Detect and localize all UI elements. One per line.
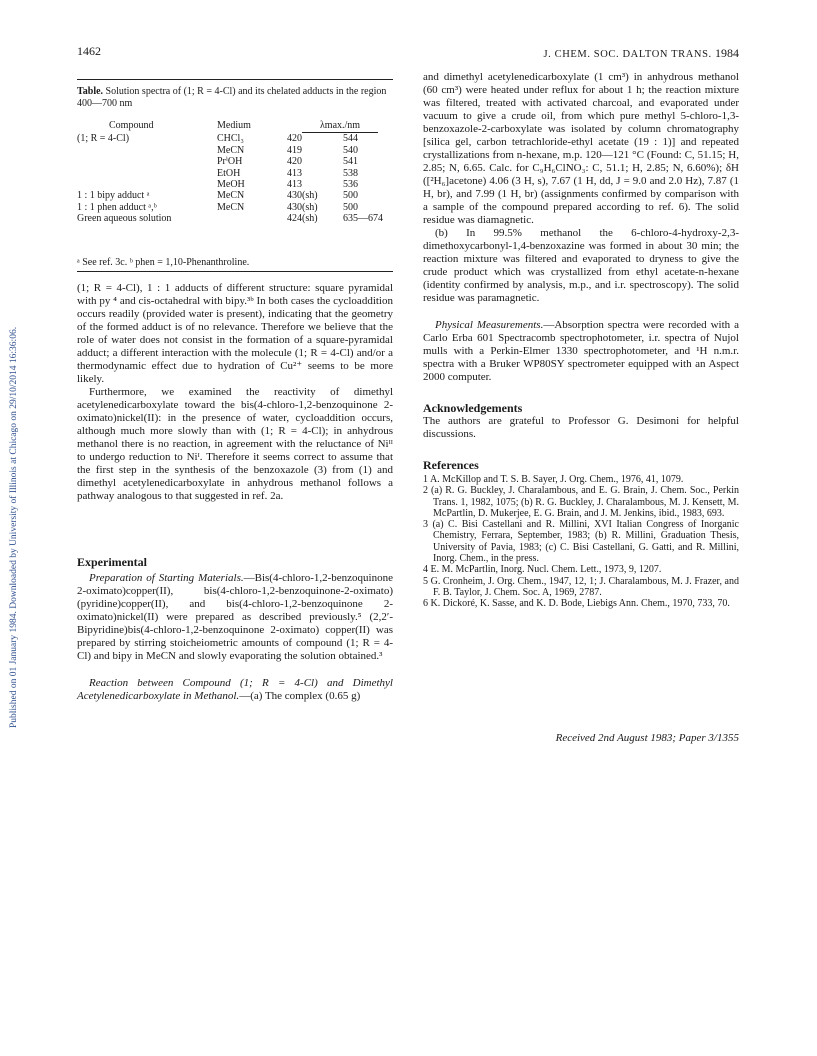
physical-measurements-paragraph [423, 319, 739, 384]
cell-medium [217, 213, 287, 224]
spectra-table [77, 120, 393, 225]
cell-lambda-2: 536 [343, 179, 358, 191]
left-paragraph-2: Furthermore, we examined the reactivity of dimethyl acetylenedicarboxylate toward the bis(4-chloro-1,2-benzoquinone 2-oximato)nickel(II): in the presence of water, cycloaddition occurs, although much more slowly than with (1; R = 4-Cl); in anhydrous methanol there is no reaction, in agreement with the reluctance of Niᴵᴵ to undergo reduction to Niᴵ. Therefore it seems correct to assume that the first step in the synthesis of the benzoxazole (3) from (1) and dimethyl acetylenedicarboxylate in anhydrous methanol follows a pathway analogous to that suggested in ref. 2a. [77, 386, 393, 502]
acknowledgements-heading: Acknowledgements [423, 401, 523, 415]
cell-lambda-2: 544 [343, 133, 358, 145]
cell-medium: MeOH [217, 179, 245, 191]
received-text: Received 2nd August 1983; Paper 3/1355 [555, 732, 739, 744]
reference-item: 1 A. McKillop and T. S. B. Sayer, J. Org. Chem., 1976, 41, 1079. [423, 474, 684, 485]
left-paragraph-1: (1; R = 4-Cl), 1 : 1 adducts of different structure: square pyramidal with py ⁴ and cis-octahedral with bipy.³ᵇ In both cases the cycloaddition occurs readily (provided water is present), indicating that the geometry of the formed adduct is of no relevance. Therefore we believe that the role of water does not consist in the formation of a square-pyramidal adduct; a different interaction with the molecule (1; R = 4-Cl) and/or a thermodynamic effect due to hydration of Cu²⁺ seems to be more likely. [77, 282, 393, 385]
cell-compound [77, 179, 217, 190]
cell-compound [77, 168, 217, 179]
received-line [423, 732, 739, 744]
preparation-title: Preparation of Starting Materials. [89, 572, 244, 584]
journal-name: J. CHEM. SOC. DALTON TRANS. [543, 49, 712, 60]
right-paragraph-1: and dimethyl acetylenedicarboxylate (1 cm³) in anhydrous methanol (60 cm³) were heated under reflux for about 1 h; the reaction mixture was filtered, treated with activated charcoal, and evaporated under vacuum to give a crude oil, from which pure methyl 5-chloro-1,3-benzoxazole-2-carboxylate was isolated by column chromatography [silica gel, carbon tetrachloride-ethyl acetate (19 : 1)] and repeated crystallizations from n-hexane, m.p. 120—121 °C (Found: C, 51.15; H, 2.85; N, 6.65. Calc. for C₉H₆ClNO₃: C, 51.1; H, 2.85; N, 6.60%); δH ([²H₆]acetone) 4.06 (3 H, s), 7.67 (1 H, dd, J = 9.0 and 2.0 Hz), 7.87 (1 H, br), and 7.99 (1 H, br) (assignments confirmed by comparison with a sample of the compound prepared according to ref. 6). The solid residue was diamagnetic. [423, 71, 739, 226]
cell-lambda-1: 419 [287, 144, 302, 156]
download-notice: Published on 01 January 1984. Downloaded by University of Illinois at Chicago on 29/10/2014 16:36:06. [9, 326, 19, 728]
header-medium: Medium [217, 120, 251, 131]
reaction-text: —(a) The complex (0.65 g) [239, 690, 361, 702]
cell-medium: PrⁱOH [217, 156, 243, 168]
cell-lambda-1: 424(sh) [287, 213, 318, 225]
cell-lambda-2: 500 [343, 201, 358, 213]
header-compound: Compound [109, 120, 154, 131]
references-heading: References [423, 458, 479, 472]
table-footnote: ᵃ See ref. 3c. ᵇ phen = 1,10-Phenanthroline. [77, 257, 250, 268]
cell-compound [77, 145, 217, 156]
cell-lambda-2: 541 [343, 156, 358, 168]
table-header-row [77, 120, 393, 133]
page-number: 1462 [77, 44, 101, 58]
cell-medium: MeCN [217, 144, 245, 156]
right-paragraph-2: (b) In 99.5% methanol the 6-chloro-4-hydroxy-2,3-dimethoxycarbonyl-1,4-benzoxazine was formed in about 30 min; the reaction mixture was filtered and evaporated to dryness to give the crude product which was crystallized from ethyl acetate-n-hexane (identity confirmed by analysis, m.p., and i.r. spectroscopy). The solid residue was paramagnetic. [423, 227, 739, 304]
table-row [77, 213, 393, 224]
cell-medium: EtOH [217, 167, 241, 179]
header-lambda: λmax./nm [302, 120, 378, 133]
cell-lambda-2: 540 [343, 144, 358, 156]
table-row [77, 202, 393, 213]
cell-compound [77, 156, 217, 167]
acknowledgements-text: The authors are grateful to Professor G. Desimoni for helpful discussions. [423, 415, 739, 440]
journal-running-head [543, 46, 739, 61]
cell-lambda-1: 420 [287, 156, 302, 168]
right-body [423, 71, 739, 610]
cell-lambda-2: 635—674 [343, 213, 383, 225]
cell-compound: (1; R = 4-Cl) [77, 133, 130, 145]
reference-item: 6 K. Dickoré, K. Sasse, and K. D. Bode, Liebigs Ann. Chem., 1970, 733, 70. [423, 598, 730, 610]
cell-medium: CHCl₃ [217, 133, 244, 145]
cell-compound: 1 : 1 phen adduct ᵃ,ᵇ [77, 201, 157, 213]
experimental-heading: Experimental [77, 555, 147, 569]
table-row [77, 179, 393, 190]
reaction-title: Reaction between Compound (1; R = 4-Cl) and Dimethyl Acetylenedicarboxylate in Methanol. [77, 677, 393, 702]
physical-measurements-text: —Absorption spectra were recorded with a Carlo Erba 601 Spectracomb spectrophotometer, i.r. spectra of Nujol mulls with a Perkin-Elmer 1330 spectrophotometer, and ¹H n.m.r. spectra with a Bruker WP80SY spectrometer equipped with an Aspect 2000 computer. [423, 319, 739, 383]
table-caption-label: Table. [77, 86, 104, 97]
left-body [77, 282, 393, 503]
preparation-paragraph [77, 572, 393, 663]
cell-compound: 1 : 1 bipy adduct ᵃ [77, 190, 150, 202]
physical-measurements-title: Physical Measurements. [435, 319, 544, 331]
cell-lambda-1: 430(sh) [287, 201, 318, 213]
table-row [77, 168, 393, 179]
cell-compound: Green aqueous solution [77, 213, 172, 225]
cell-lambda-2: 500 [343, 190, 358, 202]
reaction-paragraph [77, 677, 393, 703]
cell-lambda-2: 538 [343, 167, 358, 179]
table-caption [77, 86, 393, 110]
cell-medium: MeCN [217, 201, 245, 213]
cell-lambda-1: 413 [287, 167, 302, 179]
reference-item: 5 G. Cronheim, J. Org. Chem., 1947, 12, 1; J. Charalambous, M. J. Frazer, and F. B. Taylor, J. Chem. Soc. A, 1969, 2787. [423, 575, 739, 598]
reference-item: 4 E. M. McPartlin, Inorg. Nucl. Chem. Lett., 1973, 9, 1207. [423, 564, 662, 576]
reference-list [423, 474, 739, 610]
cell-lambda-1: 420 [287, 133, 302, 145]
table-row [77, 190, 393, 201]
table-row [77, 133, 393, 144]
table-top-rule [77, 79, 393, 80]
experimental-section [77, 556, 393, 703]
table-caption-text: Solution spectra of (1; R = 4-Cl) and its chelated adducts in the region 400—700 nm [77, 86, 387, 109]
reference-item: 2 (a) R. G. Buckley, J. Charalambous, and E. G. Brain, J. Chem. Soc., Perkin Trans. 1, 1982, 1075; (b) R. G. Buckley, J. Charalambous, M. J. Kensett, M. McPartlin, D. Mukerjee, E. G. Brain, and J. M. Jenkins, ibid., 1983, 693. [423, 485, 739, 519]
cell-lambda-1: 413 [287, 179, 302, 191]
journal-year: 1984 [715, 46, 739, 60]
table-row [77, 145, 393, 156]
reference-item: 3 (a) C. Bisi Castellani and R. Millini, XVI Italian Congress of Inorganic Chemistry, Ferrara, September, 1983; (b) R. Millini, Graduation Thesis, University of Pavia, 1983; (c) C. Bisi Castellani, G. Gatti, and R. Millini, Inorg. Chem., in the press. [423, 519, 739, 565]
table-row [77, 156, 393, 167]
cell-medium: MeCN [217, 190, 245, 202]
cell-lambda-1: 430(sh) [287, 190, 318, 202]
preparation-text: —Bis(4-chloro-1,2-benzoquinone 2-oximato)copper(II), bis(4-chloro-1,2-benzoquinone-2-oximato)(pyridine)copper(II), and bis(4-chloro-1,2-benzoquinone 2-oximato)nickel(II) were prepared as described previously.⁵ (2,2′-Bipyridine)bis(4-chloro-1,2-benzoquinone 2-oximato) copper(II) was prepared by stirring stoicheiometric amounts of compound (1; R = 4-Cl) and bipy in MeCN and slowly evaporating the solution obtained.³ [77, 572, 393, 662]
table-bottom-rule [77, 271, 393, 272]
